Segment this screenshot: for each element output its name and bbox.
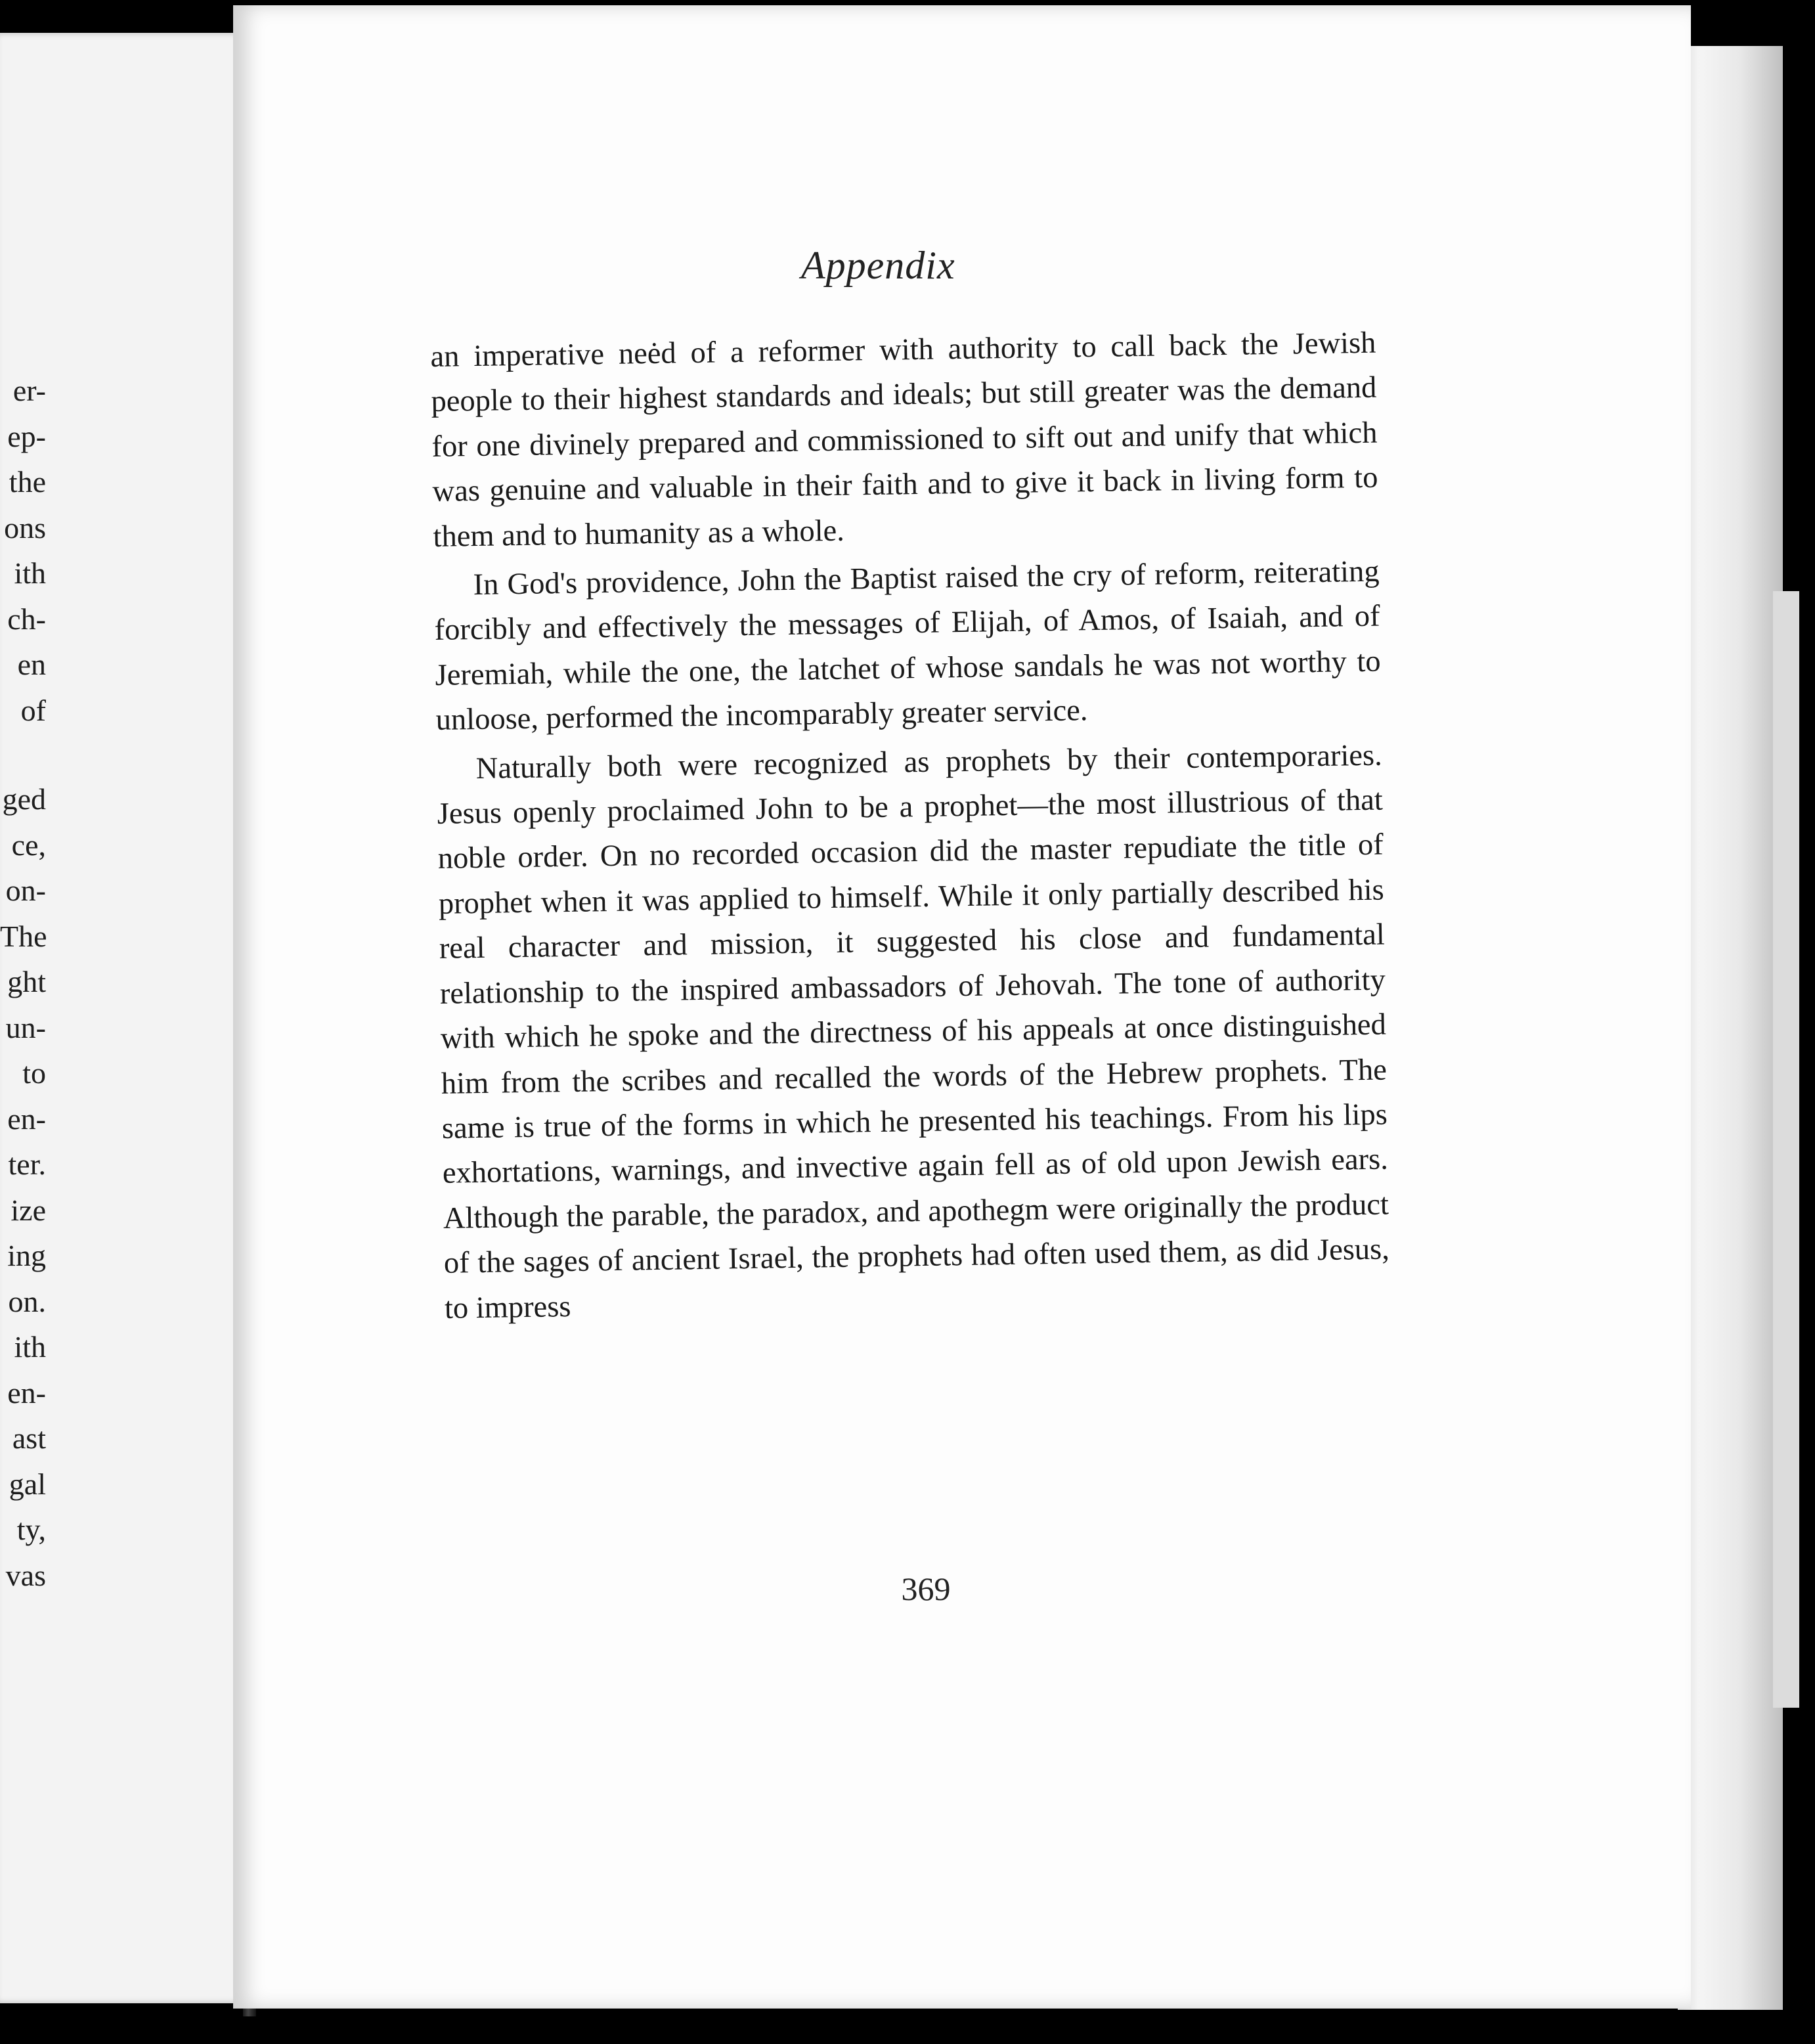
fragment-line: en- xyxy=(7,1101,46,1136)
paragraph-1: an imperative neėd of a reformer with authority to call back the Jewish people to their highest standards and ideals; but still greater was the demand for one divinely prepared and commissioned to sift out and unify that which was genuine and valuable in their faith and to give it back in living form to them and to humanity as a whole. xyxy=(430,326,1378,554)
page-body xyxy=(430,321,1390,1331)
fragment-line: ize xyxy=(11,1193,46,1227)
fragment-line: un- xyxy=(5,1010,46,1044)
page-edge-tab xyxy=(1773,591,1799,1708)
fragment-line: en- xyxy=(7,1375,46,1410)
fragment-line: of xyxy=(20,693,46,727)
fragment-line: ons xyxy=(4,510,46,544)
fragment-line: the xyxy=(9,465,46,499)
fragment-line: on- xyxy=(5,874,46,907)
page-stack-edge xyxy=(1678,46,1783,2010)
fragment-line: ith xyxy=(14,1330,46,1364)
fragment-line: ch- xyxy=(7,602,46,636)
page-number: 369 xyxy=(901,1570,951,1607)
running-head: Appendix xyxy=(801,244,955,287)
previous-page-text-fragments xyxy=(0,368,46,1598)
fragment-line: on. xyxy=(8,1284,46,1318)
fragment-line: ty, xyxy=(16,1513,46,1546)
fragment-line: vas xyxy=(5,1558,46,1592)
fragment-line: en xyxy=(17,648,46,681)
paragraph-2: In God's providence, John the Baptist raised the cry of reform, reiterating forcibly and effectively the messages of Elijah, of Amos, of Isaiah, and of Jeremiah, while the one, the latchet of whose sandals he was not worthy to unloose, performed the incomparably greater service. xyxy=(434,554,1381,738)
fragment-line: ce, xyxy=(11,828,46,862)
fragment-line: ith xyxy=(14,556,46,590)
fragment-line: ing xyxy=(7,1239,46,1272)
fragment-line: The xyxy=(0,919,47,953)
fragment-line: ged xyxy=(2,782,46,816)
fragment-line: ast xyxy=(12,1421,46,1455)
fragment-line: ep- xyxy=(7,419,46,453)
fragment-line: er- xyxy=(12,374,46,407)
fragment-line: to xyxy=(22,1056,46,1090)
fragment-line: ter. xyxy=(8,1147,46,1181)
fragment-line: ght xyxy=(7,965,46,998)
paragraph-3: Naturally both were recognized as prophets by their contemporaries. Jesus openly proclaimed John to be a prophet—the most illustrious of that noble order. On no recorded occasion did the master repudiate the title of prophet when it was applied to himself. While it only partially described his real character and mission, it suggested his close and fundamental relationship to the inspired ambassadors of Jehovah. The tone of authority with which he spoke and the directness of his appeals at once distinguished him from the scribes and recalled the words of the Hebrew prophets. The same is true of the forms in which he presented his teachings. From his lips exhortations, warnings, and invective again fell as of old upon Jewish ears. Although the parable, the paradox, and apothegm were originally the product of the sages of ancient Israel, the prophets had often used them, as did Jesus, to impress xyxy=(437,738,1390,1325)
fragment-line: gal xyxy=(9,1467,46,1501)
